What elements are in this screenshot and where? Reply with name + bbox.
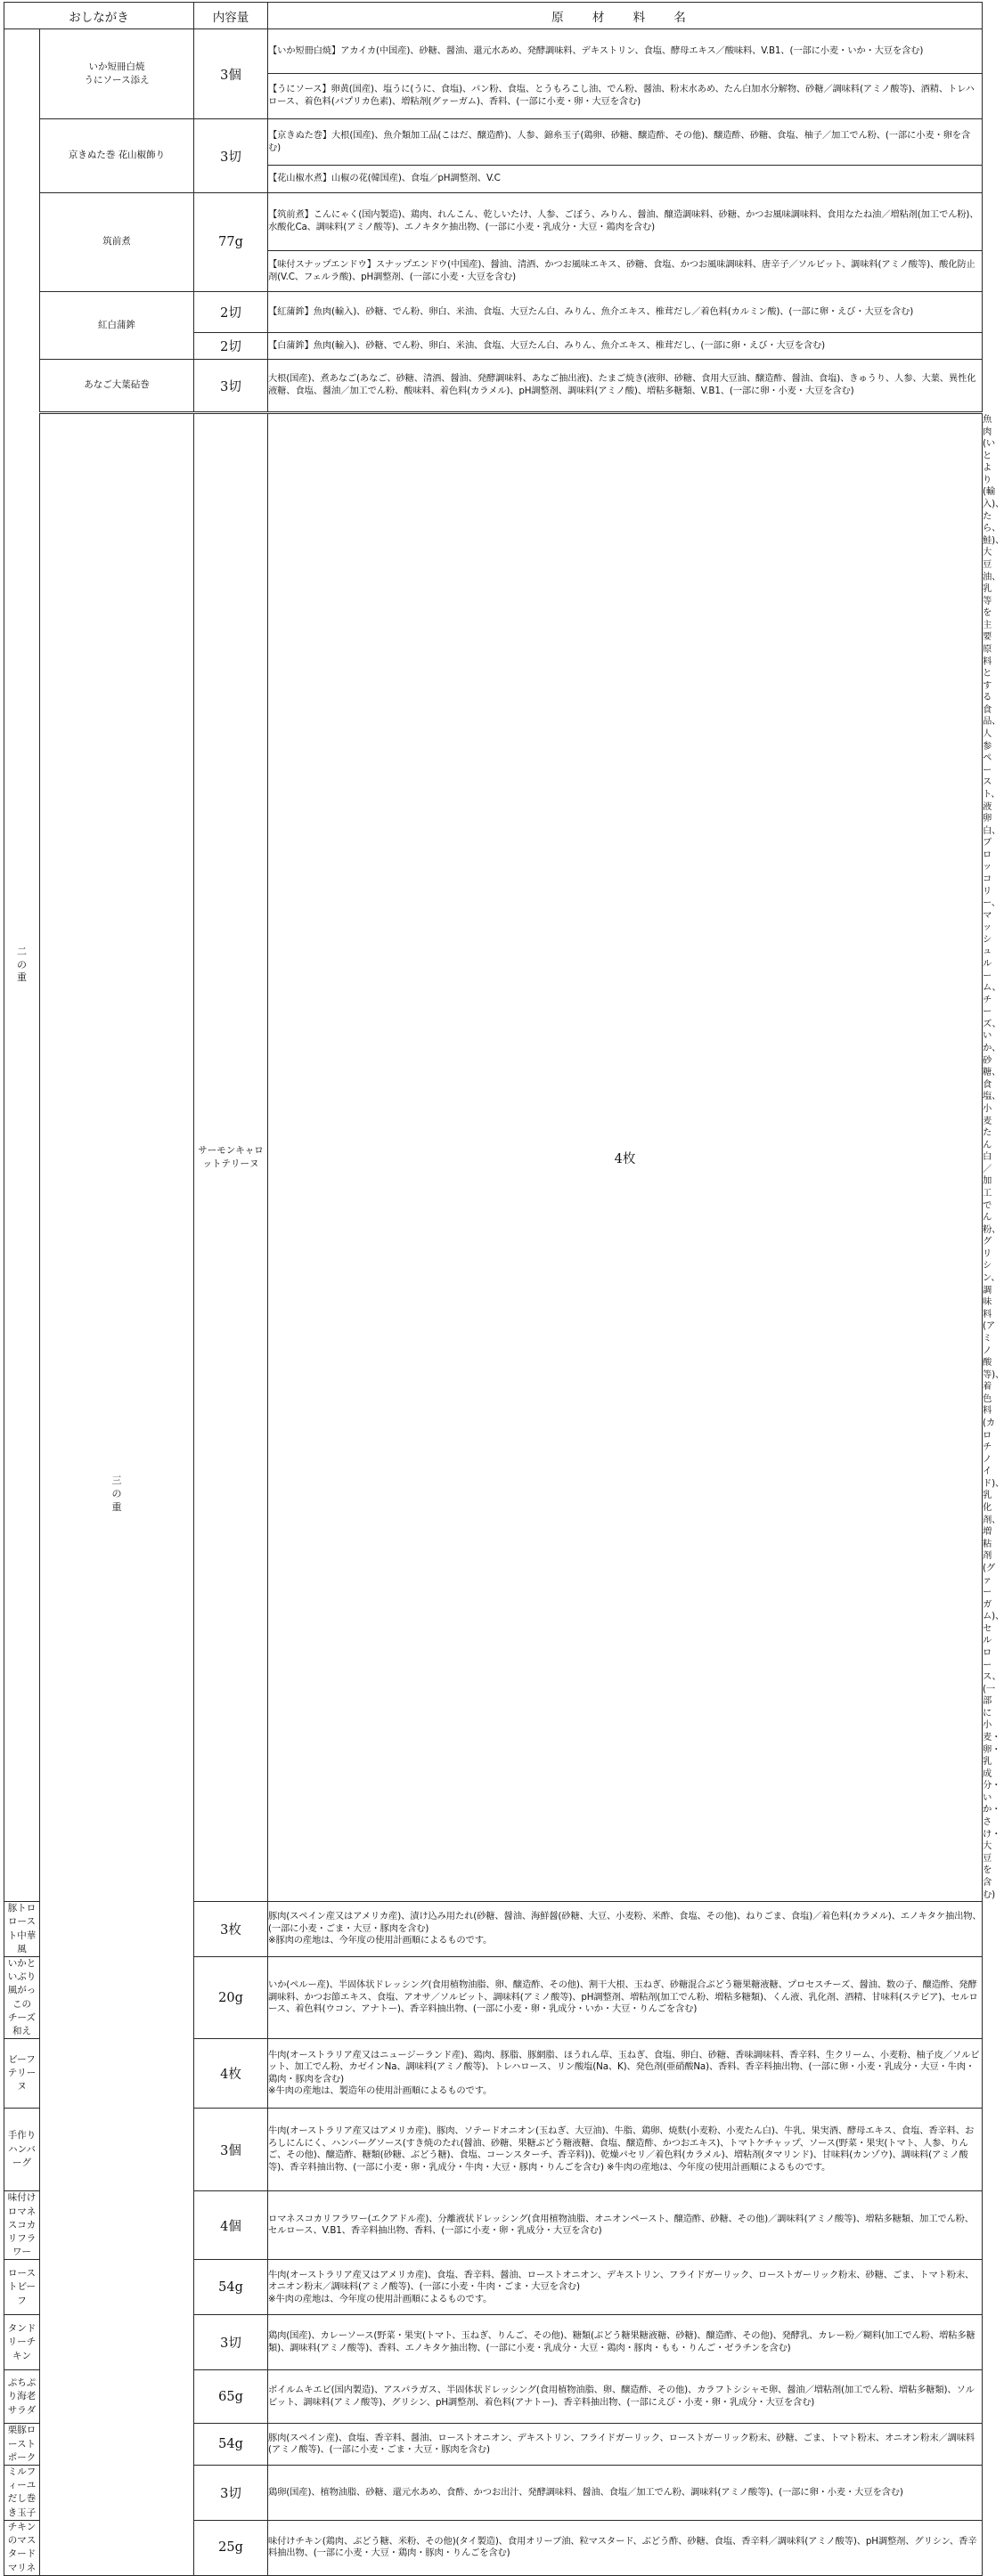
quantity: 3個 — [194, 2109, 268, 2191]
ingredients: 【白蒲鉾】魚肉(輸入)、砂糖、でん粉、卵白、米油、食塩、大豆たん白、みりん、魚介エキス、椎茸だし、(一部に卵・えび・大豆を含む) — [268, 333, 983, 360]
dish-name: 豚トロロースト中華風 — [4, 1902, 40, 1957]
quantity: 3切 — [194, 119, 268, 193]
ingredients: 【京きぬた巻】大根(国産)、魚介類加工品(こはだ、醸造酢)、人参、錦糸玉子(鶏卵、砂糖、醸造酢、その他)、醸造酢、砂糖、食塩、柚子／加工でん粉、(一部に小麦・卵を含む) — [268, 119, 983, 166]
section-label-ni-no-ju: 二 の 重 — [4, 29, 40, 1902]
ingredients: 【いか短冊白焼】アカイカ(中国産)、砂糖、醤油、還元水あめ、発酵調味料、デキストリン、食塩、酵母エキス／酸味料、V.B1、(一部に小麦・いか・大豆を含む) — [268, 29, 983, 74]
dish-name: いかといぶり風がっこの チーズ和え — [4, 1956, 40, 2038]
quantity: 4個 — [194, 2191, 268, 2260]
table-row — [4, 29, 983, 74]
ingredients: 【味付スナップエンドウ】スナップエンドウ(中国産)、醤油、清酒、かつお風味エキス、砂糖、食塩、かつお風味調味料、唐辛子／ソルビット、調味料(アミノ酸等)、酸化防止剤(V.C、フェルラ酸)、pH調整剤、(一部に小麦・大豆を含む) — [268, 251, 983, 292]
ingredients: 牛肉(オーストラリア産又はニュージーランド産)、鶏肉、豚脂、豚網脂、ほうれん草、玉ねぎ、食塩、卵白、砂糖、香味調味料、香辛料、生クリーム、小麦粉、柚子皮／ソルビット、加工でん粉、カゼインNa、調味料(アミノ酸等)、トレハロース、リン酸塩(Na、K)、発色剤(亜硝酸Na)、香料、香辛料抽出物、(一部に卵・小麦・乳成分・大豆・牛肉・鶏肉・豚肉を含む) ※牛肉の産地は、製造年の使用計画順によるものです。 — [268, 2039, 983, 2109]
dish-name: いか短冊白焼 うにソース添え — [40, 29, 194, 119]
ingredients: 豚肉(スペイン産又はアメリカ産)、漬け込み用たれ(砂糖、醤油、海鮮醤(砂糖、大豆、小麦粉、米酢、食塩、その他)、ねりごま、食塩)／着色料(カラメル)、エノキタケ抽出物、(一部に小麦・ごま・大豆・豚肉を含む) ※豚肉の産地は、今年度の使用計画順によるものです。 — [268, 1902, 983, 1957]
ingredients: いか(ペルー産)、半固体状ドレッシング(食用植物油脂、卵、醸造酢、その他)、割干大根、玉ねぎ、砂糖混合ぶどう糖果糖液糖、プロセスチーズ、醤油、数の子、醸造酢、発酵調味料、かつお節エキス、食塩、アオサ／ソルビット、調味料(アミノ酸等)、pH調整剤、増粘剤(加工でん粉、増粘多糖類)、くん液、乳化剤、酒精、甘味料(ステビア)、セルロース、着色料(ウコン、アナトー)、香辛料抽出物、(一部に小麦・卵・乳成分・いか・大豆・りんごを含む) — [268, 1956, 983, 2038]
dish-name: ローストビーフ — [4, 2260, 40, 2315]
dish-name: 味付け ロマネスコカリフラワー — [4, 2191, 40, 2260]
quantity: 3個 — [194, 29, 268, 119]
quantity: 77g — [194, 193, 268, 292]
ingredients: 味付けチキン(鶏肉、ぶどう糖、米粉、その他)(タイ製造)、食用オリーブ油、粒マスタード、ぶどう酢、砂糖、食塩、香辛料／調味料(アミノ酸等)、pH調整剤、グリシン、香辛料抽出物、(一部に小麦・大豆・鶏肉・豚肉・りんごを含む) — [268, 2520, 983, 2575]
column-header-qty: 内容量 — [194, 3, 268, 29]
quantity: 3切 — [194, 2315, 268, 2370]
quantity: 20g — [194, 1956, 268, 2038]
ingredients: 鶏肉(国産)、カレーソース(野菜・果実(トマト、玉ねぎ、りんご、その他)、糖類(ぶどう糖果糖液糖、砂糖)、醸造酢、その他)、発酵乳、カレー粉／糊料(加工でん粉、増粘多糖類)、調味料(アミノ酸等)、香料、エノキタケ抽出物、(一部に小麦・乳成分・大豆・鶏肉・豚肉・もも・りんご・ゼラチンを含む) — [268, 2315, 983, 2370]
dish-name: タンドリーチキン — [4, 2315, 40, 2370]
ingredients: 【うにソース】卵黄(国産)、塩うに(うに、食塩)、パン粉、食塩、とうもろこし油、でん粉、醤油、粉末水あめ、たん白加水分解物、砂糖／調味料(アミノ酸等)、酒精、トレハロース、着色料(パプリカ色素)、増粘剤(グァーガム)、香料、(一部に小麦・卵・大豆を含む) — [268, 74, 983, 119]
dish-name: ビーフテリーヌ — [4, 2039, 40, 2109]
dish-name: サーモンキャロットテリーヌ — [194, 413, 268, 1902]
table-row — [4, 193, 983, 251]
quantity: 3枚 — [194, 1902, 268, 1957]
ingredients: 豚肉(スペイン産)、食塩、香辛料、醤油、ローストオニオン、デキストリン、フライドガーリック、ローストガーリック粉末、砂糖、ごま、トマト粉末、オニオン粉末／調味料(アミノ酸等)、(一部に小麦・ごま・大豆・豚肉を含む) — [268, 2424, 983, 2466]
dish-name: 紅白蒲鉾 — [40, 292, 194, 360]
quantity: 2切 — [194, 292, 268, 333]
dish-name: あなご大葉砧巻 — [40, 360, 194, 413]
ingredients: 【紅蒲鉾】魚肉(輸入)、砂糖、でん粉、卵白、米油、食塩、大豆たん白、みりん、魚介エキス、椎茸だし／着色料(カルミン酸)、(一部に卵・えび・大豆を含む) — [268, 292, 983, 333]
ingredients: ロマネスコカリフラワー(エクアドル産)、分離液状ドレッシング(食用植物油脂、オニオンペースト、醸造酢、砂糖、その他)／調味料(アミノ酸等)、増粘多糖類、加工でん粉、セルロース、V.B1、香辛料抽出物、香料、(一部に小麦・卵・乳成分・大豆を含む) — [268, 2191, 983, 2260]
table-row: 三 の 重 サーモンキャロットテリーヌ 4枚 魚肉(いとより(輸入)、たら、鮭)、大豆油、乳等を主要原料とする食品、人参ペースト、液卵白、ブロッコリー、マッシュルーム、チーズ、いか、砂糖、食塩、小麦たん白／加工でん粉、グリシン、調味料(アミノ酸等)、着色料(カロチノイド)、乳化剤、増粘剤(グァーガム)、セルロース、(一部に小麦・卵・乳成分・いか・さけ・大豆を含む) — [4, 413, 983, 1902]
column-header-dish: おしながき — [4, 3, 194, 29]
ingredients: 【筑前煮】こんにゃく(国内製造)、鶏肉、れんこん、乾しいたけ、人参、ごぼう、みりん、醤油、醸造調味料、砂糖、かつお風味調味料、食用なたね油／増粘剤(加工でん粉)、水酸化Ca、調味料(アミノ酸等)、エノキタケ抽出物、(一部に小麦・乳成分・大豆・鶏肉を含む) — [268, 193, 983, 251]
column-header-ingredients: 原 材 料 名 — [268, 3, 983, 29]
table-header-row — [4, 3, 983, 29]
ingredients: 鶏卵(国産)、植物油脂、砂糖、還元水あめ、食酢、かつお出汁、発酵調味料、醤油、食塩／加工でん粉、調味料(アミノ酸等)、(一部に卵・小麦・大豆を含む) — [268, 2466, 983, 2521]
dish-name: 栗豚ローストポーク — [4, 2424, 40, 2466]
quantity: 4枚 — [268, 413, 983, 1902]
section-label-san-no-ju: 三 の 重 — [40, 413, 194, 2576]
quantity: 54g — [194, 2424, 268, 2466]
ingredients: 牛肉(オーストラリア産又はアメリカ産)、食塩、香辛料、醤油、ローストオニオン、デキストリン、フライドガーリック、ローストガーリック粉末、砂糖、ごま、トマト粉末、オニオン粉末／調味料(アミノ酸等)、(一部に小麦・牛肉・ごま・大豆を含む) ※牛肉の産地は、今年度の使用計画順によるものです。 — [268, 2260, 983, 2315]
quantity: 3切 — [194, 2466, 268, 2521]
dish-name: チキンのマスタードマリネ — [4, 2520, 40, 2575]
ingredients: ボイルムキエビ(国内製造)、アスパラガス、半固体状ドレッシング(食用植物油脂、卵、醸造酢、その他)、カラフトシシャモ卵、醤油／増粘剤(加工でん粉、増粘多糖類)、ソルビット、調味料(アミノ酸等)、グリシン、pH調整剤、着色料(アナトー)、香辛料抽出物、(一部にえび・小麦・卵・乳成分・大豆を含む) — [268, 2370, 983, 2424]
dish-name: ぷちぷり海老サラダ — [4, 2370, 40, 2424]
table-row — [4, 119, 983, 166]
dish-name: 手作りハンバーグ — [4, 2109, 40, 2191]
table-row — [4, 360, 983, 413]
quantity: 54g — [194, 2260, 268, 2315]
table-row — [4, 292, 983, 333]
quantity: 65g — [194, 2370, 268, 2424]
ingredients: 牛肉(オーストラリア産又はアメリカ産)、豚肉、ソテードオニオン(玉ねぎ、大豆油)、牛脂、鶏卵、焼麩(小麦粉、小麦たん白)、牛乳、果実酒、酵母エキス、食塩、香辛料、おろしにんにく、ハンバーグソース(すき焼のたれ(醤油、砂糖、果糖ぶどう糖液糖、食塩、醸造酢、かつおエキス)、トマトケチャップ、ソース(野菜・果実(トマト、人参、りんご、その他)、醸造酢、糖類(砂糖、ぶどう糖)、食塩、コーンスターチ、香辛料))、乾燥パセリ／着色料(カラメル)、増粘剤(タマリンド)、甘味料(カンゾウ)、調味料(アミノ酸等)、香辛料抽出物、(一部に小麦・卵・乳成分・牛肉・大豆・豚肉・りんごを含む) ※牛肉の産地は、今年度の使用計画順によるものです。 — [268, 2109, 983, 2191]
ingredient-table — [4, 2, 1004, 2576]
dish-name: 京きぬた巻 花山椒飾り — [40, 119, 194, 193]
ingredients: 【花山椒水煮】山椒の花(韓国産)、食塩／pH調整剤、V.C — [268, 166, 983, 193]
quantity: 25g — [194, 2520, 268, 2575]
quantity: 4枚 — [194, 2039, 268, 2109]
dish-name: 筑前煮 — [40, 193, 194, 292]
ingredients: 大根(国産)、煮あなご(あなご、砂糖、清酒、醤油、発酵調味料、あなご抽出液)、たまご焼き(液卵、砂糖、食用大豆油、醸造酢、醤油、食塩)、きゅうり、人参、大葉、異性化液糖、食塩、醤油／加工でん粉、酸味料、着色料(カラメル)、pH調整剤、調味料(アミノ酸)、増粘多糖類、V.B1、(一部に卵・小麦・大豆を含む) — [268, 360, 983, 413]
quantity: 3切 — [194, 360, 268, 413]
quantity: 2切 — [194, 333, 268, 360]
dish-name: ミルフィーユだし巻き玉子 — [4, 2466, 40, 2521]
